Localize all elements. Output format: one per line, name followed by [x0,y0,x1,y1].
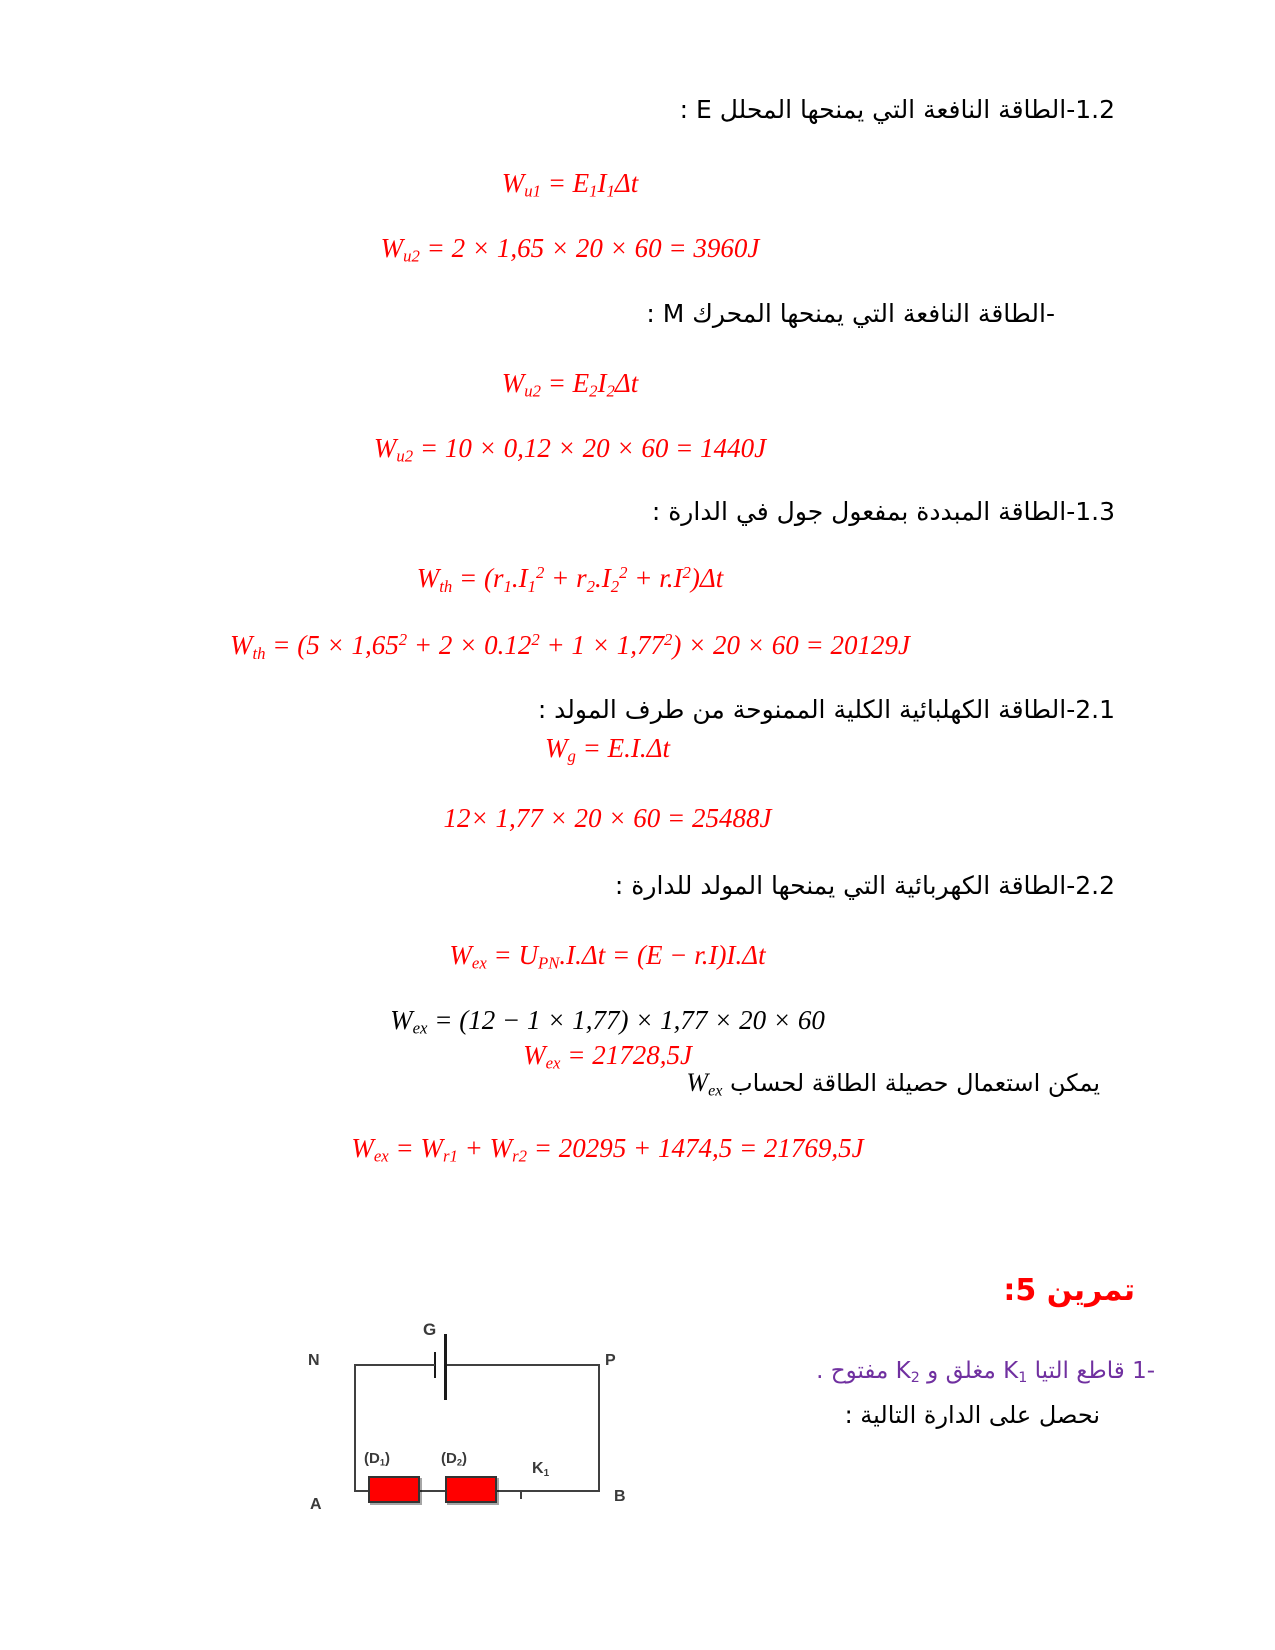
question-text-mid: مغلق و [927,1358,996,1384]
battery-long-plate-icon [444,1334,447,1400]
question-1-line [816,1358,1155,1386]
formula-wth-numeric: $W_{th} = (5 \times 1,65^2 + 2 \times 0.12^2 + 1 \times 1,77^2) \times 20 \times 60 = 20129J$ [230,630,910,663]
wire-top-left [354,1364,435,1366]
formula-wu2-symbolic: $W_{u2} = E_2I_2\Delta t$ [501,368,639,401]
heading-2-2 [615,872,1135,901]
circuit-intro-line: نحصل على الدارة التالية : [844,1401,1100,1429]
circuit-diagram [290,1280,642,1525]
wire-right [598,1364,600,1492]
heading-number: -2.2 [1066,871,1115,900]
heading-number: -1.2 [1066,95,1115,124]
heading-1-3 [652,498,1135,527]
question-text-post: مفتوح . [816,1358,889,1384]
heading-1-2 [680,96,1135,125]
heading-number: -2.1 [1066,695,1115,724]
switch-k1-ref: $K_1$ [1003,1358,1028,1386]
wire-top-right [447,1364,600,1366]
heading-2-1 [538,696,1135,725]
note-math-wex: $W_{ex}$ [686,1068,723,1100]
exercise-5-title: تمرين 5: [1003,1273,1135,1308]
question-text-pre: قاطع التيا [1034,1358,1125,1384]
switch-k1-contact [520,1490,522,1499]
formula-wth-symbolic: $W_{th} = (r_1.I_1^2 + r_2.I_2^2 + r.I^2)\Delta t$ [416,563,724,596]
formula-wex-symbolic: $W_{ex} = U_{PN}.I.\Delta t = (E - r.I)I.\Delta t$ [449,940,766,973]
node-n-label: N [308,1352,320,1369]
heading-text: الطاقة الكهلبائية الكلية الممنوحة من طرف المولد : [537,695,1067,724]
node-b-label: B [614,1488,626,1505]
resistor-d1-label: $(D_1)$ [364,1450,391,1468]
switch-k2-ref: $K_2$ [895,1358,920,1386]
heading-text: الطاقة المبددة بمفعول جول في الدارة : [651,497,1067,526]
formula-wu1-symbolic: $W_{u1} = E_1I_1\Delta t$ [501,168,639,201]
note-energy-balance [686,1068,1100,1101]
heading-number: -1.3 [1066,497,1115,526]
formula-wu1-numeric: $W_{u2} = 2 \times 1,65 \times 20 \times 60 = 3960J$ [380,233,760,266]
generator-label: G [423,1320,437,1339]
resistor-d2 [445,1476,497,1503]
wire-left [354,1364,356,1492]
note-text: يمكن استعمال حصيلة الطاقة لحساب [730,1069,1100,1097]
heading-text: الطاقة الكهربائية التي يمنحها المولد للدارة : [614,871,1067,900]
heading-motor [646,300,1075,329]
node-p-label: P [605,1352,616,1369]
formula-wex-calculation: $W_{ex} = (12 - 1 \times 1,77) \times 1,77 \times 20 \times 60$ [390,1005,825,1038]
formula-wex-result: $W_{ex} = 21728,5J$ [523,1040,692,1073]
switch-k1-label: $K_1$ [532,1460,550,1479]
formula-wex-balance: $W_{ex} = W_{r1} + W_{r2} = 20295 + 1474,5 = 21769,5J$ [351,1133,864,1166]
resistor-d2-label: $(D_2)$ [441,1450,468,1468]
heading-text: الطاقة النافعة التي يمنحها المحرك M : [646,299,1046,328]
formula-wg-numeric: 12× 1,77 × 20 × 60 = 25488J [443,803,772,833]
formula-wg-symbolic: $W_g = E.I.\Delta t$ [545,733,670,766]
formula-wu2-numeric: $W_{u2} = 10 \times 0,12 \times 20 \times 60 = 1440J$ [373,433,767,466]
question-number: 1- [1132,1358,1155,1384]
heading-text: الطاقة النافعة التي يمنحها المحلل E : [679,95,1067,124]
node-a-label: A [310,1496,322,1513]
heading-dash: - [1045,299,1055,328]
resistor-d1 [368,1476,420,1503]
